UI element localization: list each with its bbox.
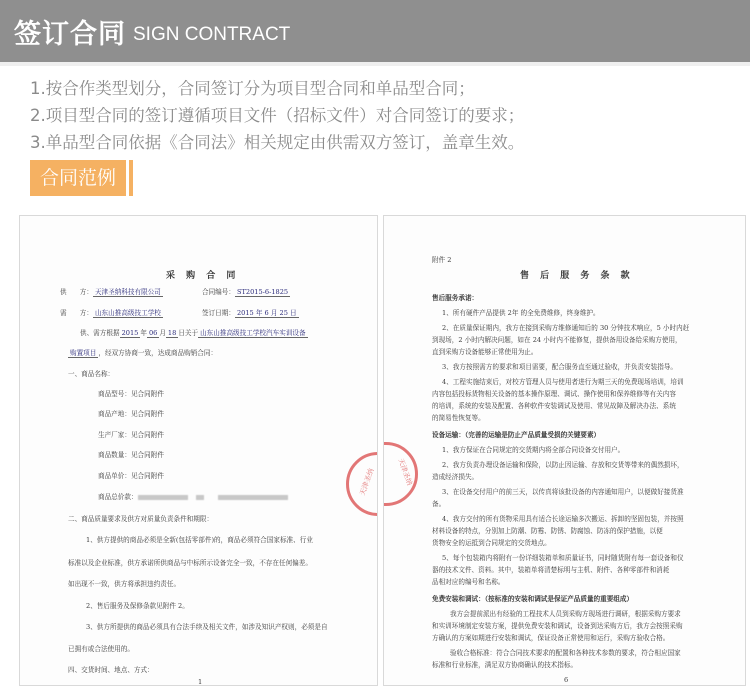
redacted-mark [196, 495, 204, 500]
service-line: 5、每个包装箱内将附有一份详细装箱单和质量证书，同时随货附有每一套设备和仪 [442, 554, 684, 562]
item-row: 商品型号：见合同附件 [98, 390, 164, 398]
attachment-label: 附件 2 [432, 256, 452, 264]
service-title: 售 后 服 务 条 款 [520, 271, 634, 281]
buyer-row: 需 方： 山东山推高级技工学校 [60, 309, 161, 317]
clause-line: 标准以及企业标准，供方承诺所供商品与中标所示设备完全一致，不存在任何偏差。 [68, 559, 312, 567]
service-line: 到现场，2 小时内解决问题，如在 24 小时内不能修复，提供备用设备给采购方使用， [432, 336, 682, 344]
section-tag [30, 160, 133, 196]
intro-line: 供、需方根据 2015 年 06 月 18 日关于 山东山推高级技工学校汽车实训设备 [80, 329, 306, 337]
service-line: 内容包括投标货物相关设备的基本操作原理、调试、操作使用和保养维修等有关内容 [432, 390, 676, 398]
section-tag-label: 合同范例 [30, 160, 126, 196]
service-line: 3、在设备交付用户的前三天，以传真将该批设备的内容通知用户，以便做好接货准 [442, 488, 684, 496]
service-line: 标准和行业标准，满足双方协商确认的技术指标。 [432, 661, 578, 669]
service-line: 和实训环境制定安装方案，提供免费安装和调试，设备到达采购方后，我方会按照采购 [432, 622, 683, 630]
clause-line: 1、供方提供的商品必须是全新(包括零部件)的，商品必须符合国家标准、行业 [86, 536, 313, 544]
service-line: 品相对应的编号和名称。 [432, 578, 505, 586]
rule-item: 1.按合作类型划分，合同签订分为项目型合同和单品型合同； [30, 79, 475, 98]
company-seal: 天津圣纳 [383, 442, 418, 506]
intro-line-2: 购置项目 ，经双方协商一致，达成商品购销合同： [70, 349, 218, 357]
service-line: 验收合格标准：符合合同技术要求的配置和各种技术参数的要求，符合相应国家 [450, 649, 681, 657]
total-row: 商品总价款： [98, 491, 288, 501]
service-line: 方确认的方案如期进行安装和调试，保证设备正常使用和运行，采购方验收合格。 [432, 634, 670, 642]
service-terms-page [383, 215, 746, 686]
section-header [0, 0, 750, 62]
redacted-amount-words [218, 495, 288, 500]
clause-line: 3、供方所提供的商品必须具有合法手续及相关文件，如涉及知识产权则，必须是自 [86, 623, 328, 631]
service-line: 造成经济损失。 [432, 473, 479, 481]
section-heading: 二、商品质量要求及供方对质量负责条件和期限： [68, 515, 214, 523]
page-number: 6 [564, 676, 569, 684]
item-row: 商品数量：见合同附件 [98, 451, 164, 459]
sign-date-row: 签订日期： 2015 年 6 月 25 日 [202, 309, 297, 317]
page-number: 1 [198, 678, 203, 686]
service-line: 4、工程实施结束后，对校方管理人员与使用者进行为期三天的免费现场培训，培训 [442, 378, 684, 386]
service-line: 的简易性恢复等。 [432, 414, 485, 422]
service-line: 1、所有硬件产品提供 2年 的全免费维修，终身维护。 [442, 309, 600, 317]
item-row: 生产厂家：见合同附件 [98, 431, 164, 439]
header-title-en: SIGN CONTRACT [133, 24, 291, 45]
service-line: 货物安全的运抵到合同规定的交货地点。 [432, 539, 551, 547]
header-divider [0, 62, 750, 66]
item-row: 商品产地：见合同附件 [98, 410, 164, 418]
contract-no: ST2015-6-1825 [236, 288, 289, 296]
service-line: 2、我方负责办理设备运输和保险，以防止因运输、存放和交货等带来的偶然损坏， [442, 461, 684, 469]
service-line: 的培训，系统的安装及配置、各种软件安装调试及使用、常见故障及解决办法、系统 [432, 402, 676, 410]
supplier-row: 供 方： 天津圣纳科技有限公司 [60, 288, 161, 296]
service-line: 材料设备的特点，分别加上防潮、防霉、防锈、防腐蚀、防冻的保护措施，以便 [432, 527, 663, 535]
service-line: 2、在质量保证期内，我方在接到采购方维修通知后的 30 分钟技术响应，5 小时内赶 [442, 324, 690, 332]
supplier-name: 天津圣纳科技有限公司 [94, 288, 161, 296]
header-title-zh: 签订合同 [14, 19, 126, 50]
service-heading: 设备运输：（完善的运输是防止产品质量受损的关键要素） [432, 431, 601, 439]
section-heading: 四、交货时间、地点、方式： [68, 666, 154, 674]
service-heading: 免费安装和调试：（按标准的安装和调试是保证产品质量的重要组成） [432, 595, 634, 603]
item-row: 商品单价：见合同附件 [98, 472, 164, 480]
rule-item: 3.单品型合同依据《合同法》相关规定由供需双方签订，盖章生效。 [30, 133, 525, 152]
contract-no-row: 合同编号： ST2015-6-1825 [202, 288, 289, 296]
sign-date: 2015 年 6 月 25 日 [236, 309, 297, 317]
service-line: 直到采购方设备能够正常使用为止。 [432, 348, 538, 356]
service-line: 1、我方保证在合同规定的交货期内将全部合同设备交付用户。 [442, 446, 625, 454]
service-line: 器的技术文件、资料。其中，装箱单将清楚标明与主机、附件、各种零部件和消耗 [432, 566, 670, 574]
rule-item: 2.项目型合同的签订遵循项目文件（招标文件）对合同签订的要求； [30, 106, 525, 125]
tag-stripe [129, 160, 133, 196]
service-line: 3、我方按照需方的要求和项目需要，配合服务直至通过验收，并负责安装指导。 [442, 363, 677, 371]
section-heading: 一、商品名称： [68, 370, 115, 378]
clause-line: 2、售后服务及保修条款见附件 2。 [86, 602, 189, 610]
contract-title: 采 购 合 同 [166, 271, 240, 281]
contract-rules [30, 75, 524, 156]
service-heading: 售后服务承诺： [432, 294, 479, 302]
service-line: 我方会提前派出有经验的工程技术人员到采购方现场进行调研，根据采购方要求 [450, 610, 681, 618]
service-line: 4、我方交付的所有货物采用具有适合长途运输多次搬运、拆卸的坚固包装，并按照 [442, 515, 684, 523]
clause-line: 已拥有或合法使用的。 [68, 645, 134, 653]
clause-line: 如出现不一致，供方将承担违约责任。 [68, 580, 181, 588]
service-line: 备。 [432, 500, 446, 508]
contract-page [19, 215, 378, 686]
redacted-amount [138, 495, 188, 500]
buyer-name: 山东山推高级技工学校 [94, 309, 161, 317]
company-seal: 天津圣纳 [346, 452, 378, 516]
